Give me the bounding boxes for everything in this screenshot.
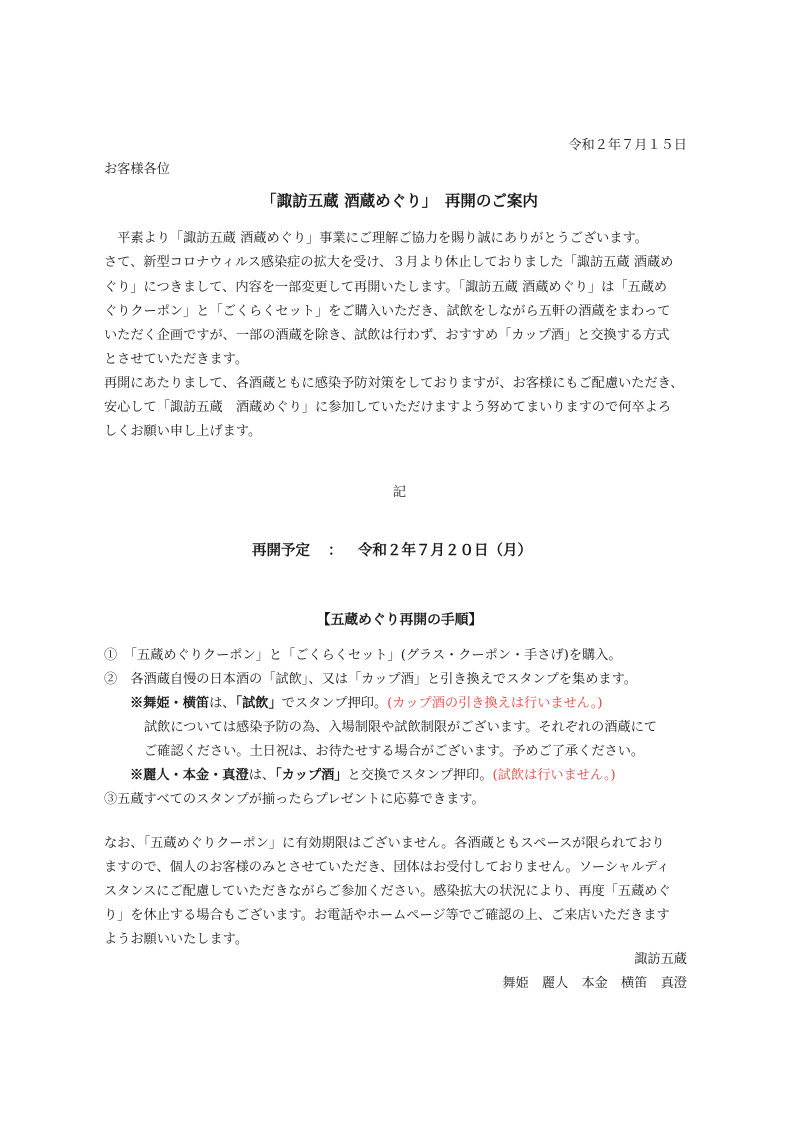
note-particle: は、 [209,696,236,711]
note-detail: 試飲については感染予防の為、入場制限や試飲制限がございます。それぞれの酒蔵にて [144,720,657,735]
note-brewery-names: ※舞姫・横笛 [130,696,210,711]
signature-org: 諏訪五蔵 [634,952,687,967]
closing-line: なお、「五蔵めぐりクーポン」に有効期限はございません。各酒蔵ともスペースが限られており [104,836,665,851]
recipient: お客様各位 [104,162,170,177]
note-warning: (試飲は行いません。) [492,768,616,783]
signature-members: 舞姫 麗人 本金 横笛 真澄 [502,976,687,991]
procedure-heading: 【五蔵めぐり再開の手順】 [316,612,483,628]
note-brewery-names: ※麗人・本金・真澄 [130,768,249,783]
intro-line: さて、新型コロナウィルス感染症の拡大を受け、３月より休止しておりました「諏訪五蔵 酒蔵め [104,255,674,270]
step-item: ③五蔵すべてのスタンプが揃ったらプレゼントに応募できます。 [104,792,485,807]
note-method: 「試飲」 [235,696,282,711]
closing-line: り」を休止する場合もございます。お電話やホームページ等でご確認の上、ご来店いただきます [104,908,670,923]
reopen-label: 再開予定 [252,542,310,559]
intro-line: いただく企画ですが、一部の酒蔵を除き、試飲は行わず、おすすめ「カップ酒」と交換する方式 [104,328,670,343]
note-dance-flute [130,696,603,712]
closing-line: ようお願いいたします。 [104,932,249,947]
intro-line: 再開にあたりまして、各酒蔵ともに感染予防対策をしておりますが、お客様にもご配慮いただき、 [104,376,684,391]
intro-line: とさせていただきます。 [104,352,249,367]
note-warning: (カップ酒の引き換えは行いません。) [387,696,603,711]
note-particle: は、 [248,768,276,783]
closing-line: ますので、個人のお客様のみとさせていただき、団体はお受付しておりません。ソーシャルディ [104,860,670,875]
note-reijin-honkin-masumi [130,768,616,784]
intro-line: 平素より「諏訪五蔵 酒蔵めぐり」事業にご理解ご協力を賜り誠にありがとうございます。 [104,231,648,246]
note-detail: ご確認ください。土日祝は、お待たせする場合がございます。予めご了承ください。 [144,744,645,759]
reopen-date: 令和２年７月２０日（月） [358,542,532,559]
intro-line: ぐり」につきまして、内容を一部変更して再開いたします。「諏訪五蔵 酒蔵めぐり」は「五蔵め [104,280,668,295]
closing-line: スタンスにご配慮していただきながらご参加ください。感染拡大の状況により、再度「五蔵めぐ [104,884,671,899]
note-text: と交換でスタンプ押印。 [347,768,493,783]
ki-marker: 記 [392,485,407,500]
intro-line: ぐりクーポン」と「ごくらくセット」をご購入いただき、試飲をしながら五軒の酒蔵をまわって [104,304,671,319]
note-method: 「カップ酒」 [275,768,348,783]
note-text: でスタンプ押印。 [281,696,388,711]
step-item: ① 「五蔵めぐりクーポン」と「ごくらくセット」(グラス・クーポン・手さげ)を購入。 [104,648,622,663]
intro-line: しくお願い申し上げます。 [104,424,262,439]
intro-line: 安心して「諏訪五蔵 酒蔵めぐり」に参加していただけますよう努めてまいりますので何卒よろ [104,400,672,415]
notice-date: 令和２年７月１５日 [568,138,687,153]
page-title: 「諏訪五蔵 酒蔵めぐり」 再開のご案内 [261,191,538,210]
reopen-separator: ： [328,542,343,559]
step-item: ② 各酒蔵自慢の日本酒の「試飲」、又は「カップ酒」と引き換えでスタンプを集めます。 [104,672,637,687]
